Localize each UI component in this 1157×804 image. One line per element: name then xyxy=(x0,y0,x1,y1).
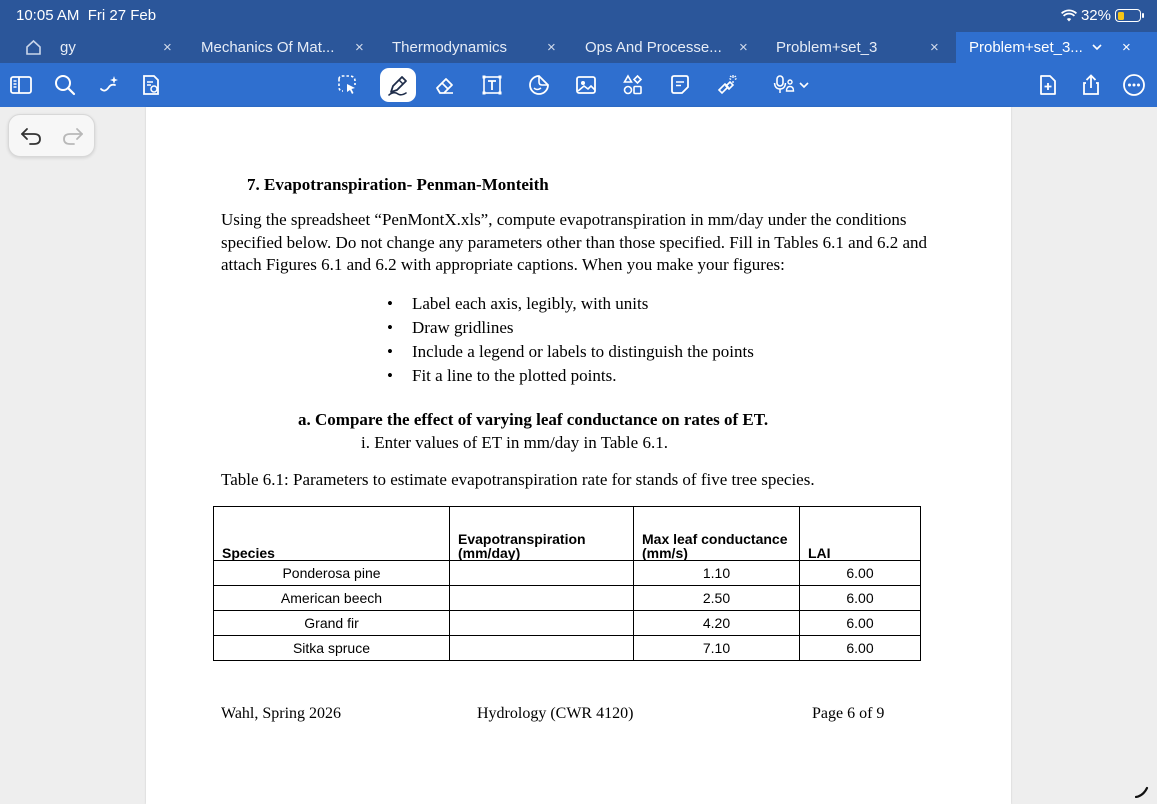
text-box-icon[interactable] xyxy=(477,71,507,99)
table-header: Evapotranspiration (mm/day) xyxy=(450,507,634,561)
laser-pointer-icon[interactable] xyxy=(712,71,742,99)
undo-redo-panel xyxy=(8,114,95,157)
wifi-icon xyxy=(1061,9,1077,22)
table-header: Max leaf conductance (mm/s) xyxy=(634,507,800,561)
status-right xyxy=(1061,7,1141,24)
battery-percent: 32% xyxy=(1080,7,1111,24)
table-cell: Grand fir xyxy=(214,611,450,636)
list-item: • Label each axis, legibly, with units xyxy=(387,292,754,316)
list-item: • Draw gridlines xyxy=(387,316,754,340)
document-page[interactable] xyxy=(146,107,1011,804)
table-cell xyxy=(450,636,634,661)
status-time: 10:05 AM Fri 27 Feb xyxy=(16,7,157,24)
table-header: LAI xyxy=(800,507,921,561)
shapes-icon[interactable] xyxy=(618,71,648,99)
table-cell: 6.00 xyxy=(800,586,921,611)
table-cell xyxy=(450,586,634,611)
table-header-row xyxy=(214,507,921,561)
tab-5-active[interactable] xyxy=(956,32,1157,63)
close-icon[interactable]: × xyxy=(1122,39,1131,56)
share-icon[interactable] xyxy=(1076,71,1106,99)
table-row xyxy=(214,636,921,661)
sticker-icon[interactable] xyxy=(524,71,554,99)
audio-recording-icon[interactable] xyxy=(772,71,818,99)
image-icon[interactable] xyxy=(571,71,601,99)
lasso-select-icon[interactable] xyxy=(332,71,362,99)
scroll-indicator-icon[interactable] xyxy=(1135,784,1149,798)
intro-paragraph: Using the spreadsheet “PenMontX.xls”, compute evapotranspiration in mm/day under the conditions specified below. Do not change any parameters other than those specified. Fill in Tables 6.1 and 6.2 and attach Figures 6.1 and 6.2 with appropriate captions. When you make your figures: xyxy=(221,210,927,274)
tab-3[interactable] xyxy=(574,32,766,63)
note-icon[interactable] xyxy=(665,71,695,99)
tab-1[interactable] xyxy=(190,32,382,63)
add-page-icon[interactable] xyxy=(1033,71,1063,99)
battery-fill xyxy=(1118,12,1125,20)
tab-label: Problem+set_3... xyxy=(969,39,1083,56)
tab-0[interactable] xyxy=(0,32,190,63)
tab-label: gy xyxy=(60,39,76,56)
table-cell xyxy=(450,611,634,636)
search-icon[interactable] xyxy=(50,71,80,99)
status-bar xyxy=(0,0,1157,32)
close-icon[interactable]: × xyxy=(163,39,172,56)
table-cell: 4.20 xyxy=(634,611,800,636)
toolbar xyxy=(0,63,1157,107)
part-a-subitem: i. Enter values of ET in mm/day in Table 6.1. xyxy=(361,433,668,452)
close-icon[interactable]: × xyxy=(930,39,939,56)
part-a-heading: a. Compare the effect of varying leaf conductance on rates of ET. xyxy=(298,410,769,429)
table-cell: Sitka spruce xyxy=(214,636,450,661)
table-cell: 1.10 xyxy=(634,561,800,586)
more-options-icon[interactable] xyxy=(1119,71,1149,99)
table-cell: 7.10 xyxy=(634,636,800,661)
chevron-down-icon[interactable] xyxy=(1092,44,1102,51)
tab-4[interactable] xyxy=(766,32,956,63)
tab-2[interactable] xyxy=(382,32,574,63)
eraser-icon[interactable] xyxy=(430,71,460,99)
footer-page-number: Page 6 of 9 xyxy=(812,705,885,722)
tab-label: Thermodynamics xyxy=(392,39,508,56)
table-cell: American beech xyxy=(214,586,450,611)
table-cell: 2.50 xyxy=(634,586,800,611)
home-icon[interactable] xyxy=(25,39,42,56)
table-cell: 6.00 xyxy=(800,636,921,661)
close-icon[interactable]: × xyxy=(547,39,556,56)
footer-left: Wahl, Spring 2026 xyxy=(221,705,342,722)
sidebar-icon[interactable] xyxy=(6,71,36,99)
tab-bar xyxy=(0,32,1157,63)
table-cell: 6.00 xyxy=(800,561,921,586)
table-row xyxy=(214,611,921,636)
undo-icon[interactable] xyxy=(19,125,43,147)
document-settings-icon[interactable] xyxy=(136,71,166,99)
question-title: 7. Evapotranspiration- Penman-Monteith xyxy=(247,175,549,194)
footer-center: Hydrology (CWR 4120) xyxy=(477,705,634,722)
tab-label: Problem+set_3 xyxy=(776,39,878,56)
battery-icon xyxy=(1115,9,1141,22)
pen-tool-icon[interactable] xyxy=(380,68,416,102)
tab-label: Mechanics Of Mat... xyxy=(201,39,335,56)
table-cell: 6.00 xyxy=(800,611,921,636)
table-header: Species xyxy=(214,507,450,561)
table-cell: Ponderosa pine xyxy=(214,561,450,586)
list-item: • Include a legend or labels to distinguish the points xyxy=(387,340,754,364)
close-icon[interactable]: × xyxy=(739,39,748,56)
tab-label: Ops And Processe... xyxy=(585,39,722,56)
table-row xyxy=(214,586,921,611)
table-row xyxy=(214,561,921,586)
redo-icon[interactable] xyxy=(61,125,85,147)
list-item: • Fit a line to the plotted points. xyxy=(387,364,754,388)
ai-assist-icon[interactable] xyxy=(94,71,124,99)
close-icon[interactable]: × xyxy=(355,39,364,56)
parameters-table xyxy=(213,506,921,661)
instruction-list xyxy=(387,292,754,388)
table-caption: Table 6.1: Parameters to estimate evapotranspiration rate for stands of five tree species. xyxy=(221,470,815,489)
table-cell xyxy=(450,561,634,586)
